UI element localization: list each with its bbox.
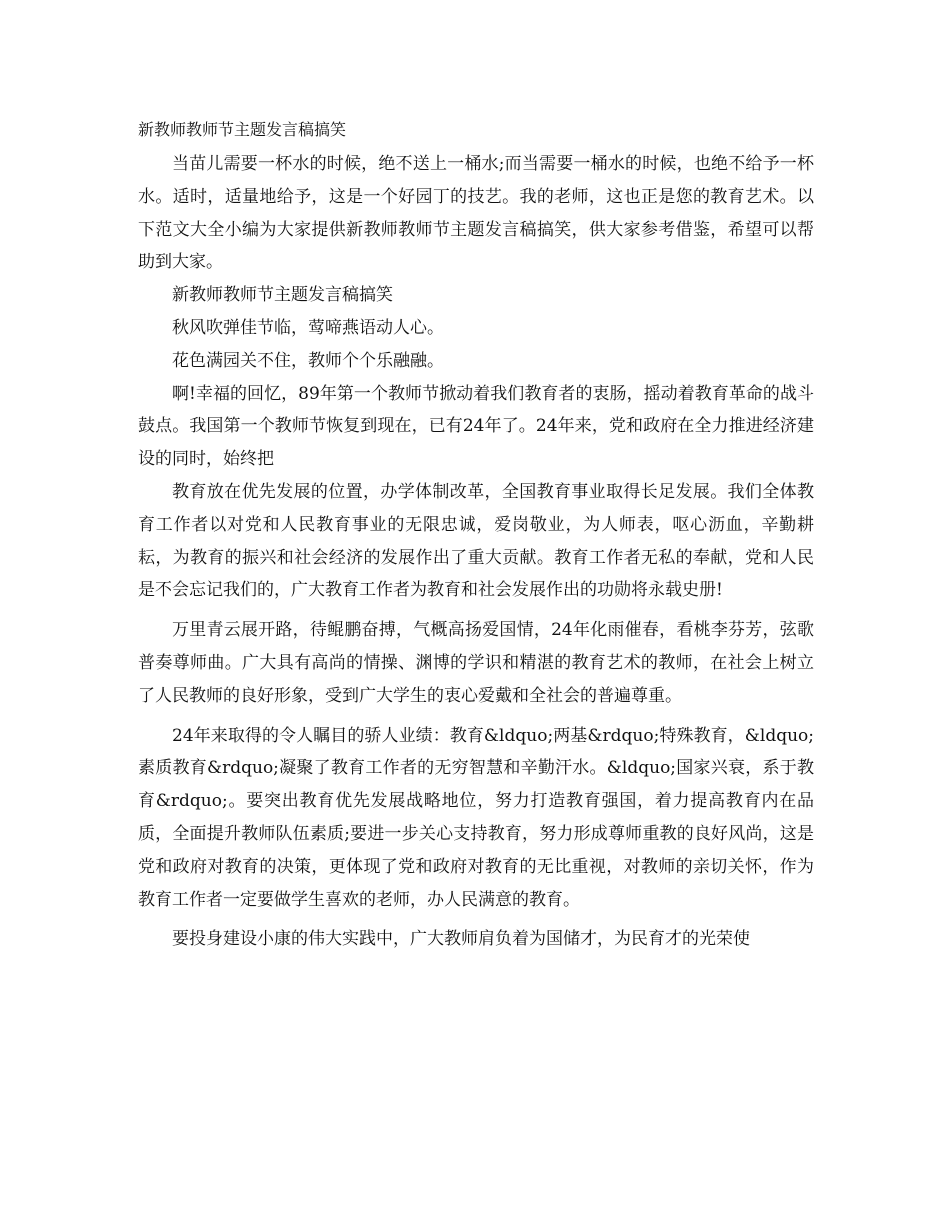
paragraph-achievements: 24年来取得的令人瞩目的骄人业绩：教育&ldquo;两基&rdquo;特殊教育，&ldquo;素质教育&rdquo;凝聚了教育工作者的无穷智慧和辛勤汗水。&ldquo;国家兴衰，系于教育&rdquo;。要突出教育优先发展战略地位，努力打造教育强国，着力提高教育内在品质，全面提升教师队伍素质;要进一步关心支持教育，努力形成尊师重教的良好风尚，这是党和政府对教育的决策，更体现了党和政府对教育的无比重视，对教师的亲切关怀，作为教育工作者一定要做学生喜欢的老师，办人民满意的教育。: [138, 725, 814, 910]
paragraph-intro: 当苗儿需要一杯水的时候，绝不送上一桶水;而当需要一桶水的时候，也绝不给予一杯水。适时，适量地给予，这是一个好园丁的技艺。我的老师，这也正是您的教育艺术。以下范文大全小编为大家提供新教师教师节主题发言稿搞笑，供大家参考借鉴，希望可以帮助到大家。: [138, 154, 814, 273]
paragraph-poem-line-2: 花色满园关不住，教师个个乐融融。: [172, 350, 444, 371]
paragraph-education-priority: 教育放在优先发展的位置，办学体制改革，全国教育事业取得长足发展。我们全体教育工作者以对党和人民教育事业的无限忠诚，爱岗敬业，为人师表，呕心沥血，辛勤耕耘，为教育的振兴和社会经济的发展作出了重大贡献。教育工作者无私的奉献，党和人民是不会忘记我们的，广大教育工作者为教育和社会发展作出的功勋将永载史册!: [138, 481, 814, 601]
document-title: 新教师教师节主题发言稿搞笑: [138, 120, 347, 139]
paragraph-poem-line-1: 秋风吹弹佳节临，莺啼燕语动人心。: [172, 317, 444, 338]
paragraph-subtitle: 新教师教师节主题发言稿搞笑: [172, 285, 393, 306]
paragraph-memory: 啊!幸福的回忆，89年第一个教师节掀动着我们教育者的衷肠，摇动着教育革命的战斗鼓点。我国第一个教师节恢复到现在，已有24年了。24年来，党和政府在全力推进经济建设的同时，始终把: [138, 383, 814, 470]
document-body: [138, 148, 814, 956]
paragraph-mission: 要投身建设小康的伟大实践中，广大教师肩负着为国储才，为民育才的光荣使: [172, 929, 750, 950]
paragraph-couplet: 万里青云展开路，待鲲鹏奋搏，气概高扬爱国情，24年化雨催春，看桃李芬芳，弦歌普奏尊师曲。广大具有高尚的情操、渊博的学识和精湛的教育艺术的教师，在社会上树立了人民教师的良好形象，受到广大学生的衷心爱戴和全社会的普遍尊重。: [138, 620, 814, 706]
